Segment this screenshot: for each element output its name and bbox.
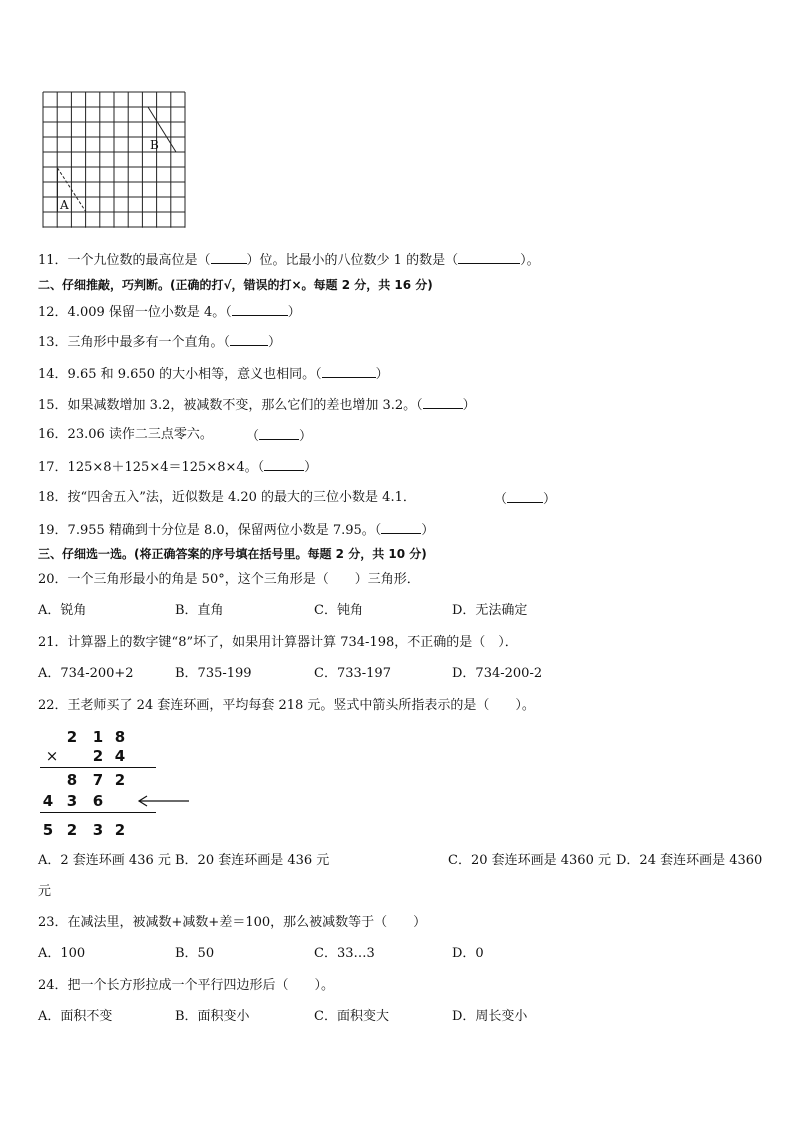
label-a: A [60, 198, 69, 212]
q20-option-c[interactable]: C．钝角 [314, 603, 363, 618]
calc-digit: 2 [114, 821, 126, 839]
arrow-left-icon [136, 794, 192, 808]
answer-blank-15[interactable] [423, 396, 463, 409]
answer-blank-12[interactable] [232, 303, 288, 316]
calc-digit: 3 [92, 821, 104, 839]
q22-option-c[interactable]: C．20 套连环画是 4360 元 [448, 853, 611, 868]
section-2-heading: 二、仔细推敲，巧判断。(正确的打√，错误的打×。每题 2 分，共 16 分) [38, 278, 433, 292]
q24-option-d[interactable]: D．周长变小 [452, 1009, 528, 1024]
answer-blank-14[interactable] [322, 365, 376, 378]
answer-blank-11b[interactable] [458, 251, 520, 264]
question-12: 12．4.009 保留一位小数是 4。（ ） [38, 305, 301, 320]
calc-digit: 8 [66, 771, 78, 789]
question-13: 13．三角形中最多有一个直角。（ ） [38, 335, 282, 350]
q21-option-b[interactable]: B．735-199 [175, 666, 252, 681]
grid-figure [42, 91, 192, 229]
q20-option-b[interactable]: B．直角 [175, 603, 224, 618]
calc-digit: 6 [92, 792, 104, 810]
question-23: 23．在减法里，被减数+减数+差＝100，那么被减数等于（ ） [38, 915, 427, 930]
q22-option-d[interactable]: D．24 套连环画是 4360 [616, 853, 763, 868]
q24-option-c[interactable]: C．面积变大 [314, 1009, 389, 1024]
calc-rule-1 [40, 767, 156, 768]
calc-digit: 2 [92, 747, 104, 765]
question-16-answer: （ ） [246, 429, 313, 444]
section-3-heading: 三、仔细选一选。(将正确答案的序号填在括号里。每题 2 分，共 10 分) [38, 547, 427, 561]
question-18: 18．按“四舍五入”法，近似数是 4.20 的最大的三位小数是 4.1． [38, 490, 416, 505]
calc-digit: 4 [42, 792, 54, 810]
answer-blank-13[interactable] [230, 333, 268, 346]
calc-digit: 8 [114, 728, 126, 746]
q21-option-a[interactable]: A．734-200+2 [38, 666, 134, 681]
answer-blank-17[interactable] [264, 458, 304, 471]
question-15: 15．如果减数增加 3.2，被减数不变，那么它们的差也增加 3.2。（ ） [38, 398, 476, 413]
q23-option-a[interactable]: A．100 [38, 946, 86, 961]
question-11: 11．一个九位数的最高位是（ ）位。比最小的八位数少 1 的数是（ ）。 [38, 253, 540, 268]
label-b: B [150, 138, 159, 152]
calc-digit: 4 [114, 747, 126, 765]
q23-option-c[interactable]: C．33…3 [314, 946, 375, 961]
question-19: 19．7.955 精确到十分位是 8.0，保留两位小数是 7.95。（ ） [38, 523, 435, 538]
q21-option-d[interactable]: D．734-200-2 [452, 666, 543, 681]
q23-option-b[interactable]: B．50 [175, 946, 215, 961]
q21-option-c[interactable]: C．733-197 [314, 666, 391, 681]
calc-rule-2 [40, 812, 156, 813]
calc-digit: 7 [92, 771, 104, 789]
answer-blank-18[interactable] [507, 490, 543, 503]
q24-option-a[interactable]: A．面积不变 [38, 1009, 113, 1024]
question-14: 14．9.65 和 9.650 的大小相等，意义也相同。（ ） [38, 367, 389, 382]
question-24: 24．把一个长方形拉成一个平行四边形后（ ）。 [38, 978, 335, 993]
q20-option-d[interactable]: D．无法确定 [452, 603, 528, 618]
question-21: 21．计算器上的数字键“8”坏了，如果用计算器计算 734-198，不正确的是（ ）． [38, 635, 518, 650]
q22-option-ab[interactable]: A．2 套连环画 436 元 B．20 套连环画是 436 元 [38, 853, 330, 868]
q23-option-d[interactable]: D．0 [452, 946, 484, 961]
question-16: 16．23.06 读作二三点零六。 [38, 427, 213, 442]
q20-option-a[interactable]: A．锐角 [38, 603, 87, 618]
answer-blank-19[interactable] [381, 521, 421, 534]
question-20: 20．一个三角形最小的角是 50°，这个三角形是（ ）三角形． [38, 572, 420, 587]
calc-digit: 2 [114, 771, 126, 789]
calc-digit: 3 [66, 792, 78, 810]
answer-blank-16[interactable] [259, 427, 299, 440]
q22-option-d-wrap: 元 [38, 884, 52, 899]
question-17: 17．125×8＋125×4＝125×8×4。（ ） [38, 460, 318, 475]
times-sign: × [45, 747, 59, 765]
calc-digit: 5 [42, 821, 54, 839]
calc-digit: 1 [92, 728, 104, 746]
question-18-answer: （ ） [494, 492, 557, 507]
q24-option-b[interactable]: B．面积变小 [175, 1009, 250, 1024]
answer-blank-11a[interactable] [211, 251, 247, 264]
question-22: 22．王老师买了 24 套连环画，平均每套 218 元。竖式中箭头所指表示的是（ ）。 [38, 698, 535, 713]
calc-digit: 2 [66, 728, 78, 746]
calc-digit: 2 [66, 821, 78, 839]
